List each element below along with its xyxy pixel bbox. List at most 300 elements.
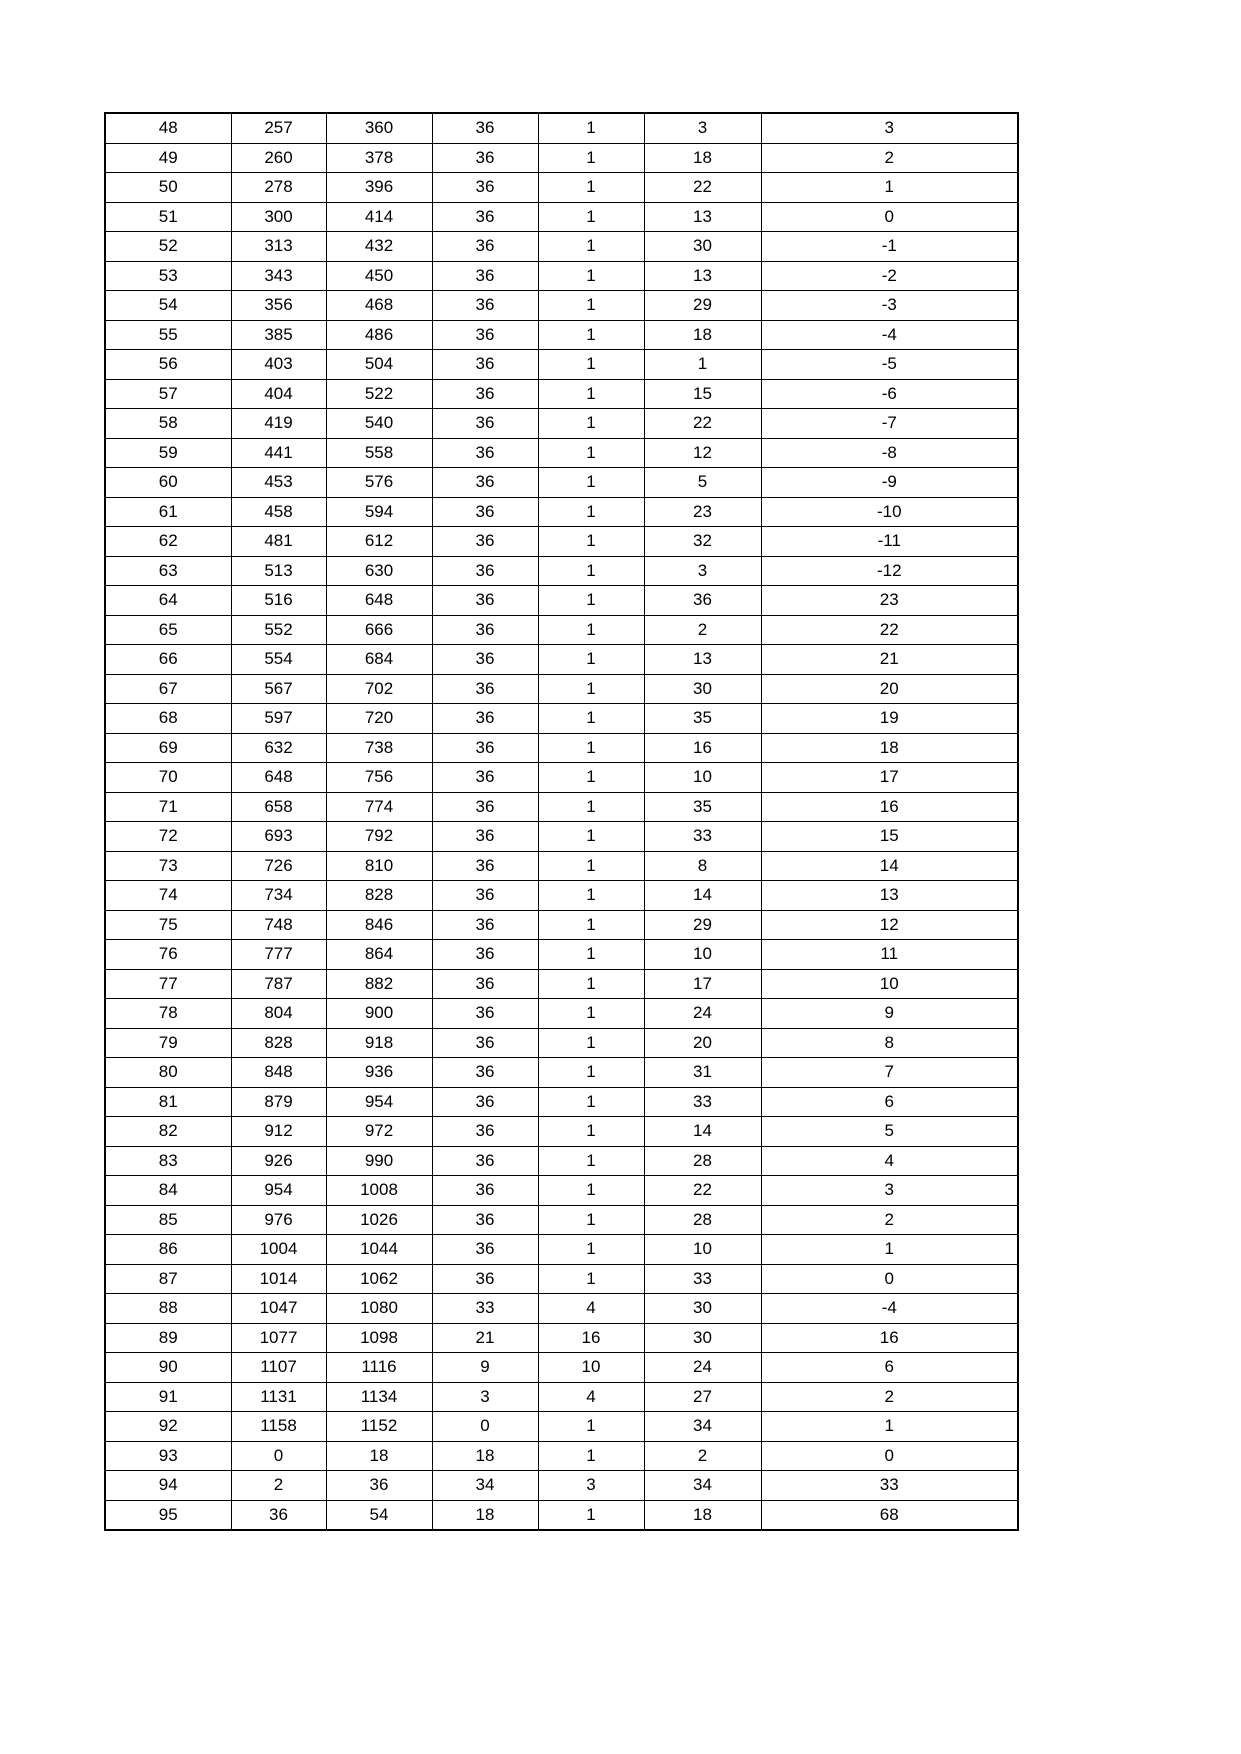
table-cell: 1 [644, 350, 761, 380]
table-cell: 777 [231, 940, 326, 970]
table-cell: 522 [326, 379, 432, 409]
table-cell: 864 [326, 940, 432, 970]
table-cell: 33 [644, 1264, 761, 1294]
table-cell: 1 [538, 1146, 644, 1176]
table-cell: 33 [644, 1087, 761, 1117]
table-cell: 36 [432, 261, 538, 291]
table-cell: 1 [538, 202, 644, 232]
table-cell: 36 [432, 438, 538, 468]
table-cell: 1 [538, 674, 644, 704]
table-cell: 8 [644, 851, 761, 881]
table-cell: 1 [538, 438, 644, 468]
table-cell: 385 [231, 320, 326, 350]
table-container [104, 112, 1017, 1531]
table-cell: -6 [761, 379, 1018, 409]
table-row [105, 999, 1018, 1029]
table-row [105, 202, 1018, 232]
table-row [105, 1500, 1018, 1530]
table-cell: 1 [538, 143, 644, 173]
table-cell: 79 [105, 1028, 231, 1058]
table-cell: 774 [326, 792, 432, 822]
table-row [105, 497, 1018, 527]
table-cell: 3 [644, 113, 761, 143]
table-row [105, 438, 1018, 468]
table-row [105, 940, 1018, 970]
table-cell: -12 [761, 556, 1018, 586]
table-cell: 10 [644, 763, 761, 793]
table-cell: 54 [326, 1500, 432, 1530]
table-cell: 87 [105, 1264, 231, 1294]
table-cell: 12 [761, 910, 1018, 940]
table-cell: 0 [432, 1412, 538, 1442]
table-cell: 18 [644, 320, 761, 350]
table-cell: 78 [105, 999, 231, 1029]
table-cell: 954 [326, 1087, 432, 1117]
table-cell: 1 [538, 851, 644, 881]
table-cell: 36 [432, 733, 538, 763]
table-cell: 882 [326, 969, 432, 999]
table-cell: 1 [538, 113, 644, 143]
table-cell: 0 [761, 202, 1018, 232]
table-cell: 30 [644, 1294, 761, 1324]
table-cell: 1077 [231, 1323, 326, 1353]
table-cell: 16 [761, 1323, 1018, 1353]
table-cell: 403 [231, 350, 326, 380]
table-cell: 990 [326, 1146, 432, 1176]
table-cell: 684 [326, 645, 432, 675]
table-cell: 1 [538, 497, 644, 527]
table-row [105, 733, 1018, 763]
table-cell: 828 [231, 1028, 326, 1058]
table-cell: 19 [761, 704, 1018, 734]
table-cell: 1 [538, 1264, 644, 1294]
table-cell: 36 [432, 969, 538, 999]
table-cell: 29 [644, 291, 761, 321]
table-cell: 30 [644, 232, 761, 262]
table-cell: 720 [326, 704, 432, 734]
table-cell: 13 [761, 881, 1018, 911]
table-cell: 612 [326, 527, 432, 557]
table-row [105, 1176, 1018, 1206]
table-cell: 738 [326, 733, 432, 763]
table-cell: 1 [761, 173, 1018, 203]
table-cell: 36 [432, 822, 538, 852]
table-cell: 1014 [231, 1264, 326, 1294]
table-row [105, 409, 1018, 439]
table-cell: 20 [761, 674, 1018, 704]
table-cell: 77 [105, 969, 231, 999]
table-cell: 23 [644, 497, 761, 527]
table-cell: 56 [105, 350, 231, 380]
table-row [105, 379, 1018, 409]
table-cell: 36 [644, 586, 761, 616]
table-cell: 36 [432, 910, 538, 940]
table-cell: 5 [644, 468, 761, 498]
table-cell: 10 [644, 940, 761, 970]
table-cell: 36 [432, 1205, 538, 1235]
table-cell: 1131 [231, 1382, 326, 1412]
table-cell: 60 [105, 468, 231, 498]
table-cell: 441 [231, 438, 326, 468]
table-cell: 666 [326, 615, 432, 645]
table-row [105, 763, 1018, 793]
table-cell: 378 [326, 143, 432, 173]
table-cell: 513 [231, 556, 326, 586]
table-cell: 1 [538, 1412, 644, 1442]
table-cell: 828 [326, 881, 432, 911]
table-cell: 18 [432, 1500, 538, 1530]
table-cell: 34 [644, 1471, 761, 1501]
table-cell: 49 [105, 143, 231, 173]
table-cell: 14 [761, 851, 1018, 881]
table-cell: 756 [326, 763, 432, 793]
table-cell: 13 [644, 202, 761, 232]
table-cell: 1 [538, 645, 644, 675]
table-cell: 734 [231, 881, 326, 911]
table-cell: 1158 [231, 1412, 326, 1442]
table-cell: 1008 [326, 1176, 432, 1206]
table-cell: 51 [105, 202, 231, 232]
table-cell: 85 [105, 1205, 231, 1235]
table-cell: 260 [231, 143, 326, 173]
table-cell: 1107 [231, 1353, 326, 1383]
table-cell: 936 [326, 1058, 432, 1088]
table-cell: 0 [761, 1441, 1018, 1471]
table-cell: 28 [644, 1146, 761, 1176]
table-cell: 17 [761, 763, 1018, 793]
table-cell: 33 [644, 822, 761, 852]
table-row [105, 1294, 1018, 1324]
table-cell: 36 [432, 1087, 538, 1117]
table-cell: 2 [644, 615, 761, 645]
table-cell: 1152 [326, 1412, 432, 1442]
table-cell: 879 [231, 1087, 326, 1117]
table-cell: 30 [644, 1323, 761, 1353]
table-cell: 9 [432, 1353, 538, 1383]
table-cell: 36 [432, 704, 538, 734]
table-cell: 313 [231, 232, 326, 262]
table-row [105, 291, 1018, 321]
table-cell: 36 [326, 1471, 432, 1501]
table-row [105, 320, 1018, 350]
table-row [105, 1353, 1018, 1383]
table-cell: 14 [644, 1117, 761, 1147]
table-cell: 1080 [326, 1294, 432, 1324]
table-cell: 1 [761, 1412, 1018, 1442]
table-cell: 67 [105, 674, 231, 704]
table-cell: 748 [231, 910, 326, 940]
table-cell: 93 [105, 1441, 231, 1471]
table-cell: 1044 [326, 1235, 432, 1265]
table-cell: 810 [326, 851, 432, 881]
table-cell: 1026 [326, 1205, 432, 1235]
table-cell: 22 [644, 173, 761, 203]
table-row [105, 1146, 1018, 1176]
table-cell: 540 [326, 409, 432, 439]
table-cell: 76 [105, 940, 231, 970]
table-row [105, 143, 1018, 173]
table-row [105, 1471, 1018, 1501]
table-cell: 2 [761, 1382, 1018, 1412]
table-cell: 3 [538, 1471, 644, 1501]
table-cell: 28 [644, 1205, 761, 1235]
table-row [105, 1382, 1018, 1412]
table-cell: 1 [538, 468, 644, 498]
table-cell: 29 [644, 910, 761, 940]
table-cell: -4 [761, 1294, 1018, 1324]
table-cell: 71 [105, 792, 231, 822]
table-cell: 1 [538, 999, 644, 1029]
table-row [105, 261, 1018, 291]
table-cell: 278 [231, 173, 326, 203]
table-cell: 70 [105, 763, 231, 793]
table-cell: 576 [326, 468, 432, 498]
table-row [105, 1323, 1018, 1353]
table-cell: 1 [538, 350, 644, 380]
table-cell: 22 [644, 409, 761, 439]
table-cell: 1 [538, 291, 644, 321]
table-cell: 1098 [326, 1323, 432, 1353]
table-cell: 1 [538, 615, 644, 645]
table-cell: 554 [231, 645, 326, 675]
table-cell: 36 [432, 645, 538, 675]
table-cell: -9 [761, 468, 1018, 498]
table-cell: 1047 [231, 1294, 326, 1324]
table-cell: 36 [231, 1500, 326, 1530]
table-cell: 81 [105, 1087, 231, 1117]
table-cell: 36 [432, 615, 538, 645]
table-cell: 36 [432, 674, 538, 704]
table-row [105, 113, 1018, 143]
table-cell: 86 [105, 1235, 231, 1265]
table-cell: 80 [105, 1058, 231, 1088]
table-cell: 18 [326, 1441, 432, 1471]
table-cell: 1 [538, 261, 644, 291]
table-cell: 1 [538, 1176, 644, 1206]
table-cell: 69 [105, 733, 231, 763]
table-cell: 15 [761, 822, 1018, 852]
table-cell: -3 [761, 291, 1018, 321]
table-cell: 632 [231, 733, 326, 763]
table-cell: 10 [761, 969, 1018, 999]
table-row [105, 615, 1018, 645]
table-cell: 504 [326, 350, 432, 380]
table-cell: 912 [231, 1117, 326, 1147]
table-cell: 31 [644, 1058, 761, 1088]
table-cell: 21 [432, 1323, 538, 1353]
table-cell: 36 [432, 999, 538, 1029]
table-cell: 343 [231, 261, 326, 291]
table-cell: 900 [326, 999, 432, 1029]
table-cell: 89 [105, 1323, 231, 1353]
table-cell: 73 [105, 851, 231, 881]
table-cell: 404 [231, 379, 326, 409]
table-cell: 630 [326, 556, 432, 586]
table-cell: 702 [326, 674, 432, 704]
table-cell: 15 [644, 379, 761, 409]
table-cell: 35 [644, 792, 761, 822]
table-cell: 74 [105, 881, 231, 911]
table-cell: 1 [538, 527, 644, 557]
table-cell: 453 [231, 468, 326, 498]
numeric-data-table [104, 112, 1019, 1531]
table-cell: 926 [231, 1146, 326, 1176]
table-cell: 54 [105, 291, 231, 321]
table-cell: 10 [644, 1235, 761, 1265]
table-cell: 1 [538, 822, 644, 852]
table-cell: 1 [538, 733, 644, 763]
table-row [105, 350, 1018, 380]
table-cell: -8 [761, 438, 1018, 468]
table-cell: 726 [231, 851, 326, 881]
table-row [105, 1117, 1018, 1147]
table-cell: 36 [432, 350, 538, 380]
table-cell: 36 [432, 881, 538, 911]
table-cell: 36 [432, 379, 538, 409]
table-cell: 18 [761, 733, 1018, 763]
table-cell: 36 [432, 409, 538, 439]
table-cell: 552 [231, 615, 326, 645]
table-cell: 16 [538, 1323, 644, 1353]
table-cell: 91 [105, 1382, 231, 1412]
table-cell: 11 [761, 940, 1018, 970]
table-row [105, 556, 1018, 586]
table-cell: 3 [432, 1382, 538, 1412]
table-cell: 62 [105, 527, 231, 557]
table-cell: 36 [432, 497, 538, 527]
table-row [105, 586, 1018, 616]
table-cell: 648 [326, 586, 432, 616]
table-cell: 1 [538, 1117, 644, 1147]
table-cell: 36 [432, 940, 538, 970]
table-cell: 16 [644, 733, 761, 763]
table-cell: 1116 [326, 1353, 432, 1383]
table-cell: 1 [538, 1087, 644, 1117]
table-cell: 24 [644, 1353, 761, 1383]
table-cell: -1 [761, 232, 1018, 262]
table-cell: 1134 [326, 1382, 432, 1412]
table-cell: 1 [538, 173, 644, 203]
table-row [105, 1028, 1018, 1058]
table-cell: 1 [538, 1441, 644, 1471]
table-cell: 57 [105, 379, 231, 409]
table-cell: 83 [105, 1146, 231, 1176]
table-cell: 1 [538, 1500, 644, 1530]
table-cell: 2 [231, 1471, 326, 1501]
table-cell: 12 [644, 438, 761, 468]
table-cell: 486 [326, 320, 432, 350]
table-cell: 36 [432, 173, 538, 203]
table-cell: 36 [432, 556, 538, 586]
table-cell: 6 [761, 1087, 1018, 1117]
table-cell: 50 [105, 173, 231, 203]
table-cell: -5 [761, 350, 1018, 380]
table-cell: -11 [761, 527, 1018, 557]
table-cell: 33 [432, 1294, 538, 1324]
table-cell: 450 [326, 261, 432, 291]
table-cell: 2 [761, 1205, 1018, 1235]
table-cell: 52 [105, 232, 231, 262]
table-cell: 18 [644, 143, 761, 173]
table-cell: 7 [761, 1058, 1018, 1088]
table-cell: 1 [538, 379, 644, 409]
table-cell: 68 [105, 704, 231, 734]
table-cell: 1004 [231, 1235, 326, 1265]
table-cell: 1 [538, 586, 644, 616]
table-cell: 34 [432, 1471, 538, 1501]
table-cell: 22 [761, 615, 1018, 645]
table-cell: 72 [105, 822, 231, 852]
table-cell: 356 [231, 291, 326, 321]
table-cell: 65 [105, 615, 231, 645]
table-row [105, 969, 1018, 999]
table-cell: 976 [231, 1205, 326, 1235]
table-cell: 5 [761, 1117, 1018, 1147]
table-row [105, 468, 1018, 498]
table-cell: 55 [105, 320, 231, 350]
table-cell: 36 [432, 1058, 538, 1088]
table-cell: 468 [326, 291, 432, 321]
table-cell: 36 [432, 851, 538, 881]
table-cell: 75 [105, 910, 231, 940]
table-cell: 1 [538, 556, 644, 586]
table-cell: 458 [231, 497, 326, 527]
table-cell: 9 [761, 999, 1018, 1029]
table-cell: 36 [432, 1264, 538, 1294]
table-cell: 658 [231, 792, 326, 822]
table-cell: 36 [432, 792, 538, 822]
table-cell: 516 [231, 586, 326, 616]
table-cell: 432 [326, 232, 432, 262]
table-cell: 1 [538, 232, 644, 262]
table-row [105, 1205, 1018, 1235]
table-cell: -4 [761, 320, 1018, 350]
table-cell: 33 [761, 1471, 1018, 1501]
table-row [105, 674, 1018, 704]
table-cell: 1 [538, 1235, 644, 1265]
table-cell: 3 [644, 556, 761, 586]
table-cell: 4 [538, 1294, 644, 1324]
table-cell: 10 [538, 1353, 644, 1383]
table-cell: 59 [105, 438, 231, 468]
table-cell: 2 [761, 143, 1018, 173]
table-cell: 36 [432, 143, 538, 173]
table-cell: 16 [761, 792, 1018, 822]
table-cell: 1 [761, 1235, 1018, 1265]
table-cell: 23 [761, 586, 1018, 616]
table-cell: 36 [432, 1176, 538, 1206]
table-cell: 8 [761, 1028, 1018, 1058]
table-cell: 567 [231, 674, 326, 704]
table-cell: 1 [538, 940, 644, 970]
table-cell: 1 [538, 763, 644, 793]
table-cell: 36 [432, 320, 538, 350]
table-cell: 1 [538, 881, 644, 911]
table-cell: -10 [761, 497, 1018, 527]
table-cell: 58 [105, 409, 231, 439]
table-cell: 36 [432, 1117, 538, 1147]
table-cell: 918 [326, 1028, 432, 1058]
table-cell: 27 [644, 1382, 761, 1412]
table-cell: 82 [105, 1117, 231, 1147]
table-row [105, 1441, 1018, 1471]
table-cell: 1 [538, 969, 644, 999]
table-cell: 257 [231, 113, 326, 143]
table-cell: 88 [105, 1294, 231, 1324]
table-cell: 36 [432, 586, 538, 616]
table-row [105, 645, 1018, 675]
table-row [105, 232, 1018, 262]
